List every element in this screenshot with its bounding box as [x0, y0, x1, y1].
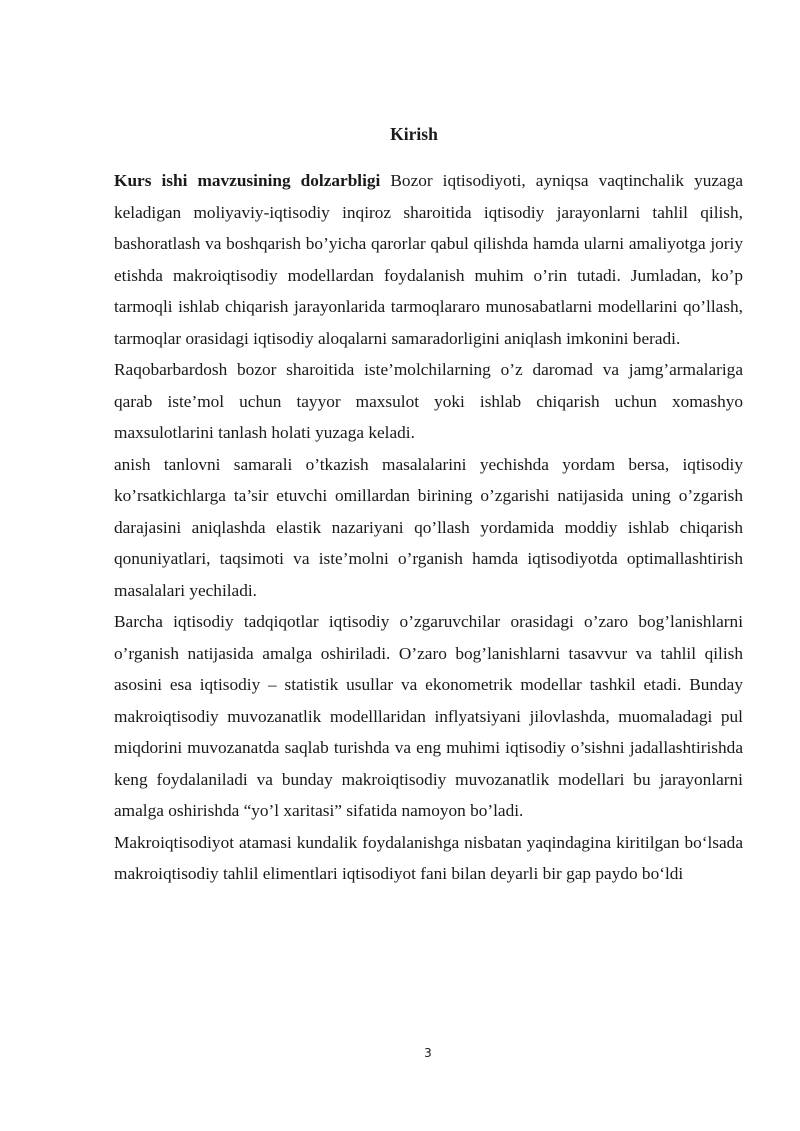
paragraph-text: Raqobarbardosh bozor sharoitida iste’molchilarning o’z daromad va jamg’armalariga qarab iste’mol uchun tayyor maxsulot yoki ishlab chiqarish uchun xomashyo maxsulotlarini tanlash holati yuzaga keladi.: [114, 360, 743, 442]
page-number: 3: [424, 1046, 432, 1060]
paragraph-text: Makroiqtisodiyot atamasi kundalik foydalanishga nisbatan yaqindagina kiritilgan bo‘lsada makroiqtisodiy tahlil elimentlari iqtisodiyot fani bilan deyarli bir gap paydo bo‘ldi: [114, 832, 743, 883]
paragraph-economic-research: [114, 606, 743, 827]
paragraph-macroeconomics: [114, 827, 743, 890]
paragraph-text: Barcha iqtisodiy tadqiqotlar iqtisodiy o’zgaruvchilar orasidagi o’zaro bog’lanishlarni o’rganish natijasida amalga oshiriladi. O’zaro bog’lanishlarni tasavvur va tahlil qilish asosini esa iqtisodiy – statistik usullar va ekonometrik modellar tashkil etadi. Bunday makroiqtisodiy muvozanatlik modelllaridan inflyatsiyani jilovlashda, muomaladagi pul miqdorini muvozanatda saqlab turishda va eng muhimi iqtisodiy o’sishni jadallashtirishda keng foydalaniladi va bunday makroiqtisodiy muvozanatlik modellari bu jarayonlarni amalga oshirishda “yo’l xaritasi” sifatida namoyon bo’ladi.: [114, 612, 743, 820]
paragraph-elasticity: [114, 449, 743, 607]
paragraph-relevance: [114, 165, 743, 354]
paragraph-lead: Kurs ishi mavzusining dolzarbligi: [114, 171, 381, 190]
document-body: [114, 165, 743, 890]
paragraph-competitive-market: [114, 354, 743, 449]
paragraph-text: Bozor iqtisodiyoti, ayniqsa vaqtinchalik yuzaga keladigan moliyaviy-iqtisodiy inqiroz sharoitida iqtisodiy jarayonlarni tahlil qilish, bashoratlash va boshqarish bo’yicha qarorlar qabul qilishda hamda ularni amaliyotga joriy etishda makroiqtisodiy modellardan foydalanish muhim o’rin tutadi. Jumladan, ko’p tarmoqli ishlab chiqarish jarayonlarida tarmoqlararo munosabatlarni modellarini qo’llash, tarmoqlar orasidagi iqtisodiy aloqalarni samaradorligini aniqlash imkonini beradi.: [114, 171, 744, 348]
paragraph-text: anish tanlovni samarali o’tkazish masalalarini yechishda yordam bersa, iqtisodiy ko’rsatkichlarga ta’sir etuvchi omillardan birining o’zgarishi natijasida uning o’zgarish darajasini aniqlashda elastik nazariyani qo’llash yordamida moddiy ishlab chiqarish qonuniyatlari, taqsimoti va iste’molni o’rganish hamda iqtisodiyotda optimallashtirish masalalari yechiladi.: [114, 454, 743, 600]
page-title: Kirish: [390, 124, 438, 144]
